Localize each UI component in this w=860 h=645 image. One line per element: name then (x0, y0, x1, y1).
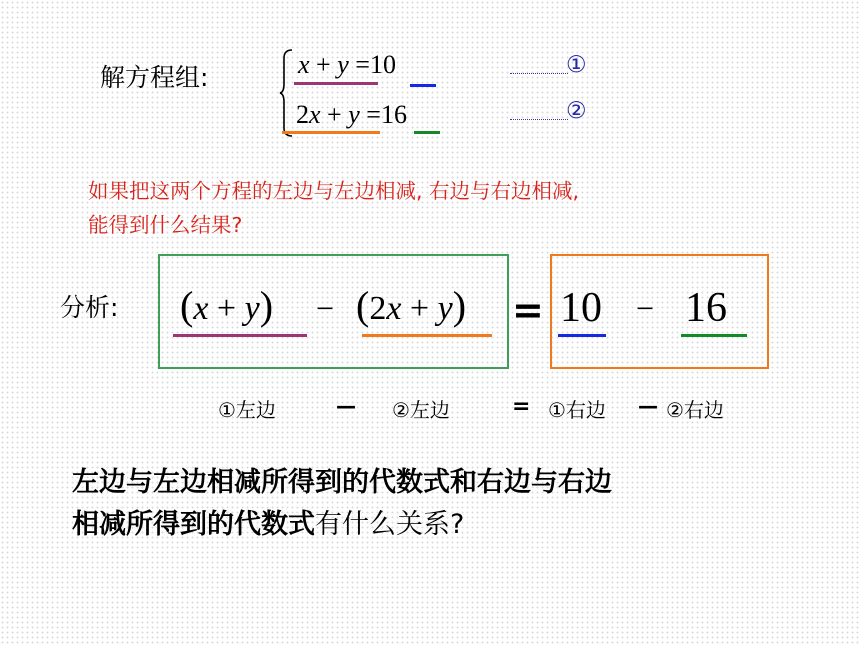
lhs-minus: − (316, 290, 335, 326)
lhs1-x: x (193, 290, 209, 327)
system-brace (279, 48, 295, 138)
lhs2-x: x (386, 290, 402, 327)
explain-minus-2: — (638, 394, 658, 418)
lhs-term-2-underline (362, 334, 492, 337)
rhs-value-1: 10 (560, 285, 602, 331)
conclusion-line-2 (72, 502, 464, 541)
analysis-label: 分析: (60, 293, 119, 322)
eq1-plus: + (316, 50, 331, 79)
eq2-lhs-underline (282, 131, 380, 134)
leader-line-1 (510, 73, 568, 74)
eq1-y: y (337, 50, 349, 79)
lhs2-y: y (437, 290, 453, 327)
lhs-term-1-underline (173, 334, 307, 337)
explain-left-2: ②左边 (392, 398, 450, 422)
rhs-value-2-underline (681, 334, 747, 337)
eq2-equals: = (366, 100, 381, 129)
explain-right-1: ①右边 (548, 398, 606, 422)
explain-right-2: ②右边 (666, 398, 724, 422)
rhs-minus: − (636, 290, 655, 326)
lhs2-plus: + (409, 290, 430, 327)
explain-minus-1: — (336, 394, 356, 418)
lhs-term-2 (356, 282, 466, 329)
eq2-x: x (309, 100, 321, 129)
lhs2-coef: 2 (369, 290, 387, 327)
system-label: 解方程组: (100, 63, 209, 92)
question-line-1: 如果把这两个方程的左边与左边相减, 右边与右边相减, (88, 179, 580, 203)
lhs1-close-paren: ) (259, 283, 274, 328)
eq1-rhs-underline (410, 84, 436, 87)
eq2-rhs-underline (414, 131, 440, 134)
lhs1-plus: + (216, 290, 237, 327)
eq1-lhs-underline (294, 82, 378, 85)
explain-left-1: ①左边 (218, 398, 276, 422)
lhs2-close-paren: ) (452, 283, 467, 328)
rhs-value-1-underline (558, 334, 606, 337)
equation-2 (296, 100, 407, 130)
eq2-plus: + (327, 100, 342, 129)
lhs1-open-paren: ( (180, 283, 194, 328)
eq2-y: y (348, 100, 360, 129)
conclusion-line-1: 左边与左边相减所得到的代数式和右边与右边 (72, 467, 612, 498)
lhs1-y: y (244, 290, 260, 327)
explain-equals: = (512, 394, 531, 419)
eq1-rhs: 10 (369, 50, 396, 79)
eq1-equals: = (355, 50, 370, 79)
question-line-2: 能得到什么结果? (88, 213, 243, 237)
equals-sign: = (512, 288, 544, 332)
eq2-coef: 2 (296, 100, 309, 129)
eq2-rhs: 16 (380, 100, 407, 129)
leader-line-2 (510, 119, 568, 120)
eq1-x: x (298, 50, 310, 79)
marker-2: ② (566, 98, 587, 124)
lhs2-open-paren: ( (356, 283, 370, 328)
marker-1: ① (566, 52, 587, 78)
conclusion-line-2-bold: 相减所得到的代数式 (72, 509, 315, 540)
rhs-value-2: 16 (685, 285, 727, 331)
conclusion-line-2-rest: 有什么关系? (315, 509, 465, 540)
lhs-term-1 (180, 282, 273, 329)
equation-1 (298, 50, 396, 80)
